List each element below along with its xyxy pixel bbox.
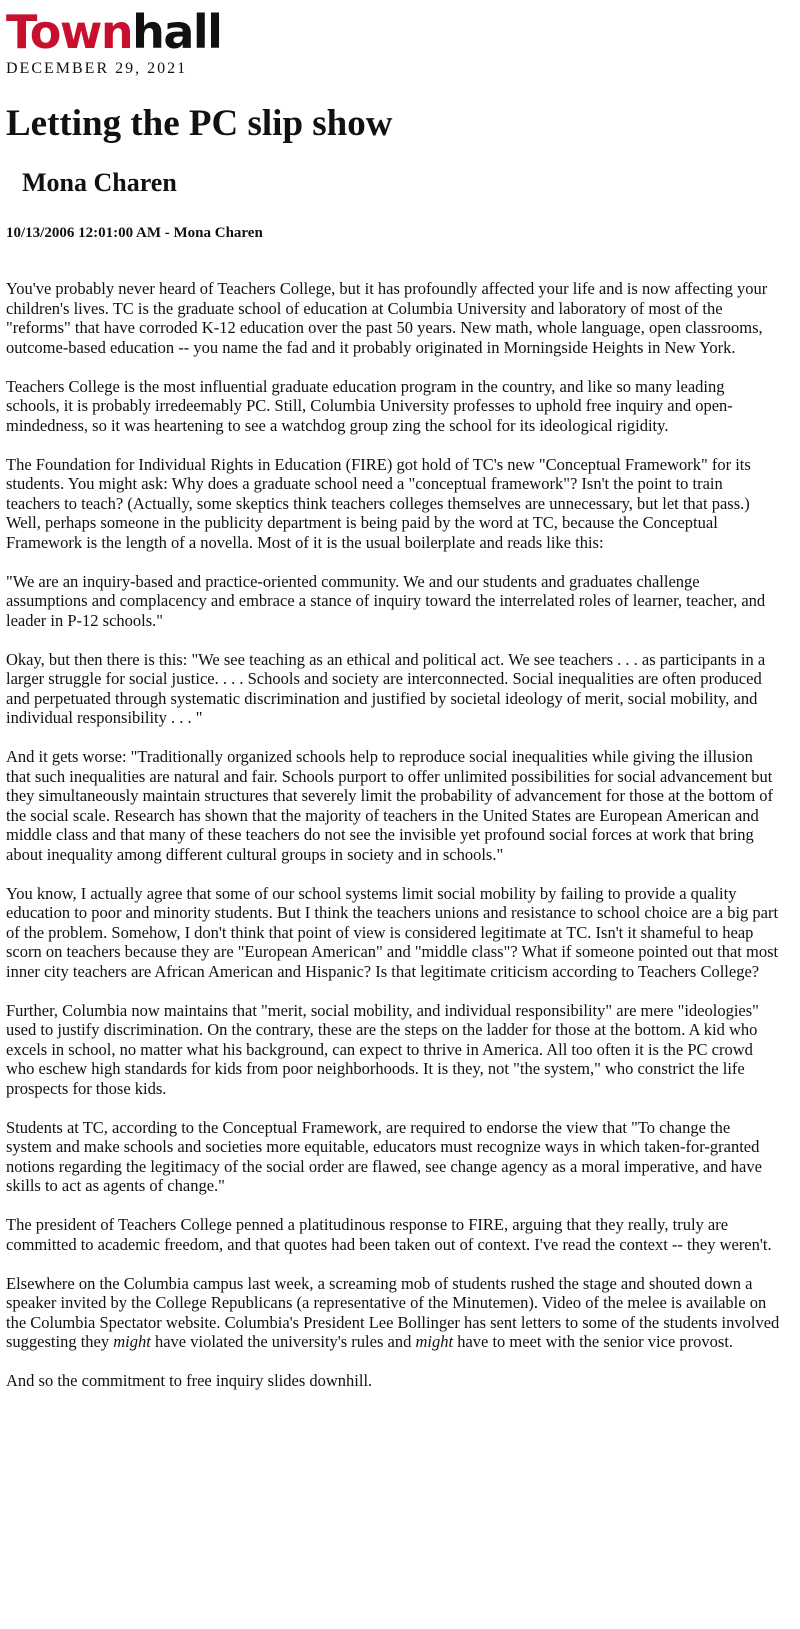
- paragraph: You know, I actually agree that some of our school systems limit social mobility by failing to provide a quality education to poor and minority students. But I think the teachers unions and resistance to school choice are a big part of the problem. Somehow, I don't think that point of view is considered legitimate at TC. Isn't it shameful to heap scorn on teachers because they are "European American" and "middle class"? What if someone pointed out that most inner city teachers are African American and Hispanic? Is that legitimate criticism according to Teachers College?: [6, 883, 779, 981]
- page-date: DECEMBER 29, 2021: [6, 60, 188, 77]
- author-name[interactable]: Mona Charen: [22, 168, 177, 197]
- emphasis: might: [415, 1332, 454, 1351]
- paragraph: The president of Teachers College penned a platitudinous response to FIRE, arguing that they really, truly are committed to academic freedom, and that quotes had been taken out of context. I've read the context -- they weren't.: [6, 1215, 772, 1254]
- paragraph: "We are an inquiry-based and practice-oriented community. We and our students and graduates challenge assumptions and complacency and embrace a stance of inquiry toward the interrelated roles of learner, teacher, and leader in P-12 schools.": [6, 571, 766, 630]
- paragraph: The Foundation for Individual Rights in Education (FIRE) got hold of TC's new "Conceptual Framework" for its students. You might ask: Why does a graduate school need a "conceptual framework"? Isn't the point to train teachers to teach? (Actually, some skeptics think teachers colleges themselves are unnecessary, but let that pass.) Well, perhaps someone in the publicity department is being paid by the word at TC, because the Conceptual Framework is the length of a novella. Most of it is the usual boilerplate and reads like this:: [6, 454, 751, 552]
- paragraph: Okay, but then there is this: "We see teaching as an ethical and political act. We see teachers . . . as participants in a larger struggle for social justice. . . . Schools and society are interconnected. Social inequalities are often produced and perpetuated through systematic discrimination and justified by societal ideology of merit, social mobility, and individual responsibility . . . ": [6, 649, 766, 727]
- paragraph: Teachers College is the most influential graduate education program in the country, and like so many leading schools, it is probably irredeemably PC. Still, Columbia University professes to uphold free inquiry and open-mindedness, so it was heartening to see a watchdog group zing the school for its ideological rigidity.: [6, 376, 733, 435]
- paragraph-text: Elsewhere on the Columbia campus last week, a screaming mob of students rushed the stage and shouted down a speaker invited by the College Republicans (a representative of the Minutemen). Video of the melee is available on the Columbia Spectator website. Columbia's President Lee Bollinger has sent letters to some of the students involved suggesting they: [6, 1273, 780, 1351]
- paragraph-text: have violated the university's rules and: [150, 1332, 416, 1351]
- closing-paragraph: And so the commitment to free inquiry slides downhill.: [6, 1371, 373, 1390]
- paragraph: And it gets worse: "Traditionally organized schools help to reproduce social inequalities while giving the illusion that such inequalities are natural and fair. Schools purport to offer unlimited possibilities for social advancement but they simultaneously maintain structures that severely limit the probability of advancement for those at the bottom of the social scale. Research has shown that the majority of teachers in the United States are European American and middle class and that many of these teachers do not see the invisible yet profound social forces at work that bring about inequality among different cultural groups in society and in schools.": [6, 747, 774, 864]
- paragraph: [6, 1274, 780, 1352]
- logo-hall: hall: [132, 5, 222, 59]
- townhall-logo[interactable]: [6, 6, 780, 58]
- paragraph: Students at TC, according to the Conceptual Framework, are required to endorse the view that "To change the system and make schools and societies more equitable, educators must recognize ways in which taken-for-granted notions regarding the legitimacy of the social order are flawed, see change agency as a moral imperative, and have skills to act as agents of change.": [6, 1117, 762, 1195]
- article-title: Letting the PC slip show: [6, 103, 393, 144]
- paragraph: Further, Columbia now maintains that "merit, social mobility, and individual responsibility" are mere "ideologies" used to justify discrimination. On the contrary, these are the steps on the ladder for those at the bottom. A kid who excels in school, no matter what his background, can expect to thrive in America. All too often it is the PC crowd who eschew high standards for kids from poor neighborhoods. It is they, not "the system," who constrict the life prospects for those kids.: [6, 1000, 759, 1098]
- paragraph-text: have to meet with the senior vice provost.: [453, 1332, 734, 1351]
- logo-town: Town: [6, 5, 133, 59]
- emphasis: might: [113, 1332, 151, 1351]
- article-byline: 10/13/2006 12:01:00 AM - Mona Charen: [6, 225, 263, 241]
- paragraph: You've probably never heard of Teachers College, but it has profoundly affected your life and is now affecting your children's lives. TC is the graduate school of education at Columbia University and laboratory of most of the "reforms" that have corroded K-12 education over the past 50 years. New math, whole language, open classrooms, outcome-based education -- you name the fad and it probably originated in Morningside Heights in New York.: [6, 279, 768, 357]
- article-body: [6, 279, 780, 1391]
